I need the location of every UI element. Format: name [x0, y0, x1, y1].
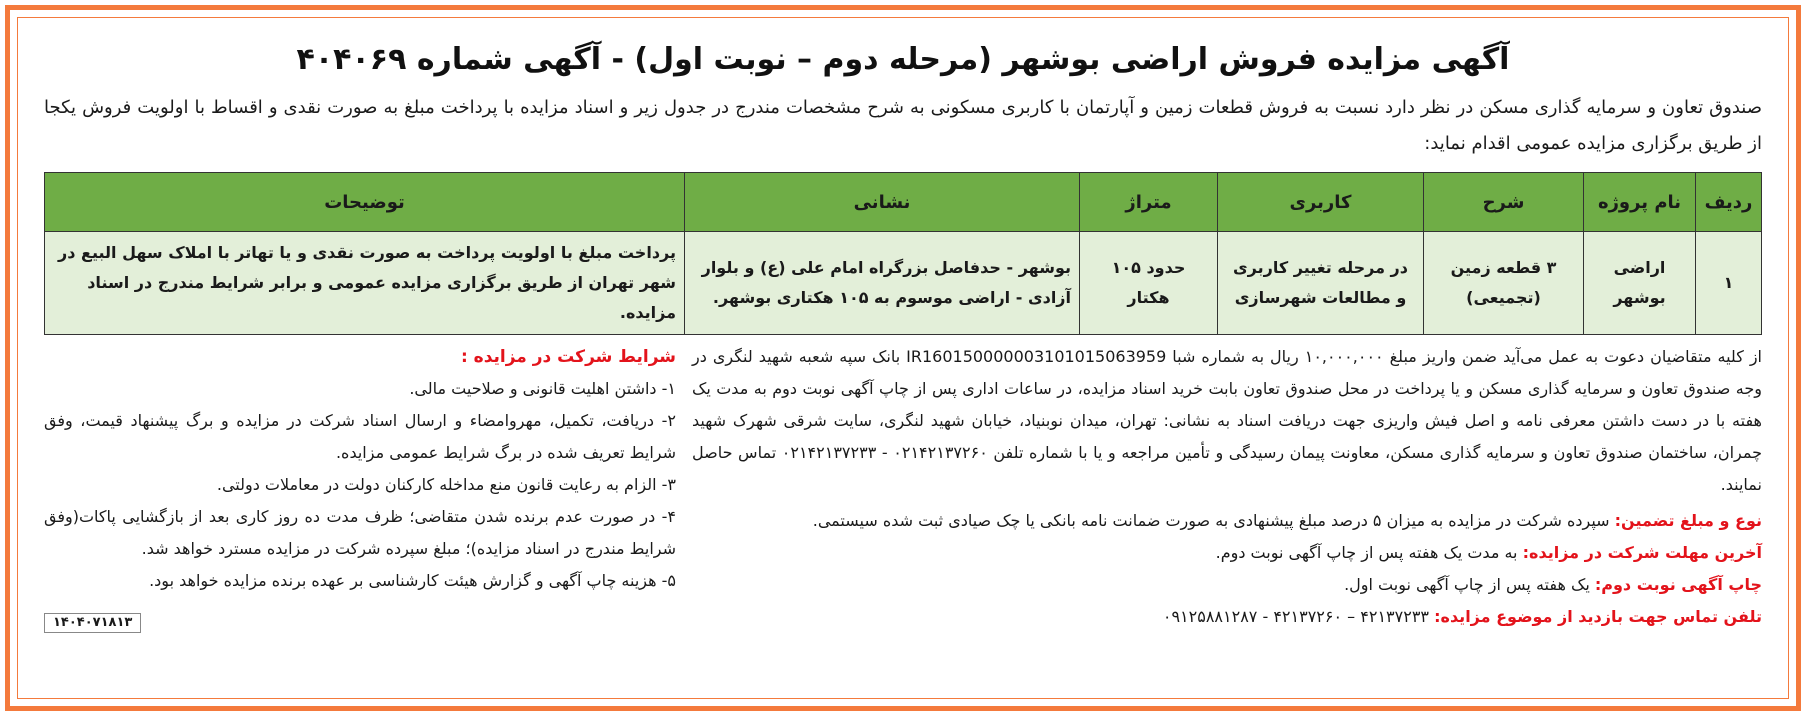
details-section [692, 341, 1762, 633]
cell-description: ۳ قطعه زمین (تجمیعی) [1424, 232, 1584, 335]
outer-border [5, 5, 1801, 711]
info-text: به مدت یک هفته پس از چاپ آگهی نوبت دوم. [1215, 543, 1518, 562]
cell-area: حدود ۱۰۵ هکتار [1080, 232, 1218, 335]
header-row-number: ردیف [1696, 173, 1762, 232]
condition-item: ۴- در صورت عدم برنده شدن متقاضی؛ ظرف مدت ده روز کاری بعد از بازگشایی پاکات(وفق شرایط مندرج در اسناد مزایده)؛ مبلغ سپرده شرکت در مزایده مسترد خواهد شد. [44, 507, 676, 558]
condition-item: ۱- داشتن اهلیت قانونی و صلاحیت مالی. [409, 379, 676, 398]
cell-address: بوشهر - حدفاصل بزرگراه امام علی (ع) و بلوار آزادی - اراضی موسوم به ۱۰۵ هکتاری بوشهر. [685, 232, 1080, 335]
header-usage: کاربری [1218, 173, 1424, 232]
header-description: شرح [1424, 173, 1584, 232]
inner-border [17, 17, 1789, 699]
property-table [44, 172, 1762, 335]
cell-usage: در مرحله تغییر کاربری و مطالعات شهرسازی [1218, 232, 1424, 335]
info-text: ۴۲۱۳۷۲۳۳ – ۴۲۱۳۷۲۶۰ - ۰۹۱۲۵۸۸۱۲۸۷ [1162, 607, 1429, 626]
table-header-row [45, 173, 1762, 232]
info-second-print [692, 569, 1762, 601]
conditions-section [44, 341, 676, 637]
info-phone [692, 601, 1762, 633]
header-address: نشانی [685, 173, 1080, 232]
condition-item: ۳- الزام به رعایت قانون منع مداخله کارکنان دولت در معاملات دولتی. [216, 475, 676, 494]
info-label: چاپ آگهی نوبت دوم: [1594, 575, 1762, 594]
header-area: متراژ [1080, 173, 1218, 232]
condition-item: ۲- دریافت، تکمیل، مهروامضاء و ارسال اسناد شرکت در مزایده و برگ پیشنهاد قیمت، وفق شرایط تعریف شده در برگ شرایط عمومی مزایده. [44, 411, 676, 462]
cell-project-name: اراضی بوشهر [1584, 232, 1696, 335]
bottom-section [44, 341, 1762, 637]
intro-paragraph: صندوق تعاون و سرمایه گذاری مسکن در نظر دارد نسبت به فروش قطعات زمین و آپارتمان با کاربری مسکونی به شرح مشخصات مندرج در جدول زیر و اسناد مزایده با پرداخت مبلغ به صورت نقدی و اقساط با اولویت فروش یکجا از طریق برگزاری مزایده عمومی اقدام نماید: [44, 97, 1762, 154]
info-deadline [692, 537, 1762, 569]
info-text: سپرده شرکت در مزایده به میزان ۵ درصد مبلغ پیشنهادی به صورت ضمانت نامه بانکی یا چک صیادی ثبت شده سیستمی. [812, 511, 1610, 530]
cell-row-number: ۱ [1696, 232, 1762, 335]
cell-notes: پرداخت مبلغ با اولویت پرداخت به صورت نقدی و یا تهاتر با املاک سهل البیع در شهر تهران از طریق برگزاری مزایده عمومی و برابر شرایط مندرج در اسناد مزایده. [45, 232, 685, 335]
notice-title: آگهی مزایده فروش اراضی بوشهر (مرحله دوم – نوبت اول) - آگهی شماره ۴۰۴۰۶۹ [296, 42, 1510, 77]
info-label: آخرین مهلت شرکت در مزایده: [1522, 543, 1762, 562]
condition-item: ۵- هزینه چاپ آگهی و گزارش هیئت کارشناسی بر عهده برنده مزایده خواهد بود. [149, 571, 676, 590]
info-label: نوع و مبلغ تضمین: [1614, 511, 1762, 530]
invitation-text: از کلیه متقاضیان دعوت به عمل می‌آید ضمن واریز مبلغ ۱۰,۰۰۰,۰۰۰ ریال به شماره شبا IR160150000003101015063959 بانک سپه شعبه شهید لنگری در وجه صندوق تعاون و سرمایه گذاری مسکن و یا پرداخت در محل صندوق تعاون بابت خرید اسناد مزایده، در ساعات اداری پس از چاپ آگهی نوبت دوم به مدت یک هفته با در دست داشتن معرفی نامه و اصل فیش واریزی جهت دریافت اسناد به نشانی: تهران، میدان نوبنیاد، خیابان شهید لنگری، سایت شرقی شهرک شهید چمران، ساختمان صندوق تعاون و سرمایه گذاری مسکن، معاونت پیمان رسیدگی و تأمین مراجعه و یا با شماره تلفن ۰۲۱۴۲۱۳۷۲۶۰ - ۰۲۱۴۲۱۳۷۲۳۳ تماس حاصل نمایند. [692, 347, 1763, 494]
code-row [44, 605, 676, 637]
header-notes: توضیحات [45, 173, 685, 232]
info-guarantee [692, 505, 1762, 537]
info-label: تلفن تماس جهت بازدید از موضوع مزایده: [1434, 607, 1762, 626]
table-row [45, 232, 1762, 335]
conditions-heading: شرایط شرکت در مزایده : [460, 347, 676, 367]
header-project-name: نام پروژه [1584, 173, 1696, 232]
notice-code: ۱۴۰۴۰۷۱۸۱۳ [44, 613, 141, 633]
info-text: یک هفته پس از چاپ آگهی نوبت اول. [1344, 575, 1590, 594]
